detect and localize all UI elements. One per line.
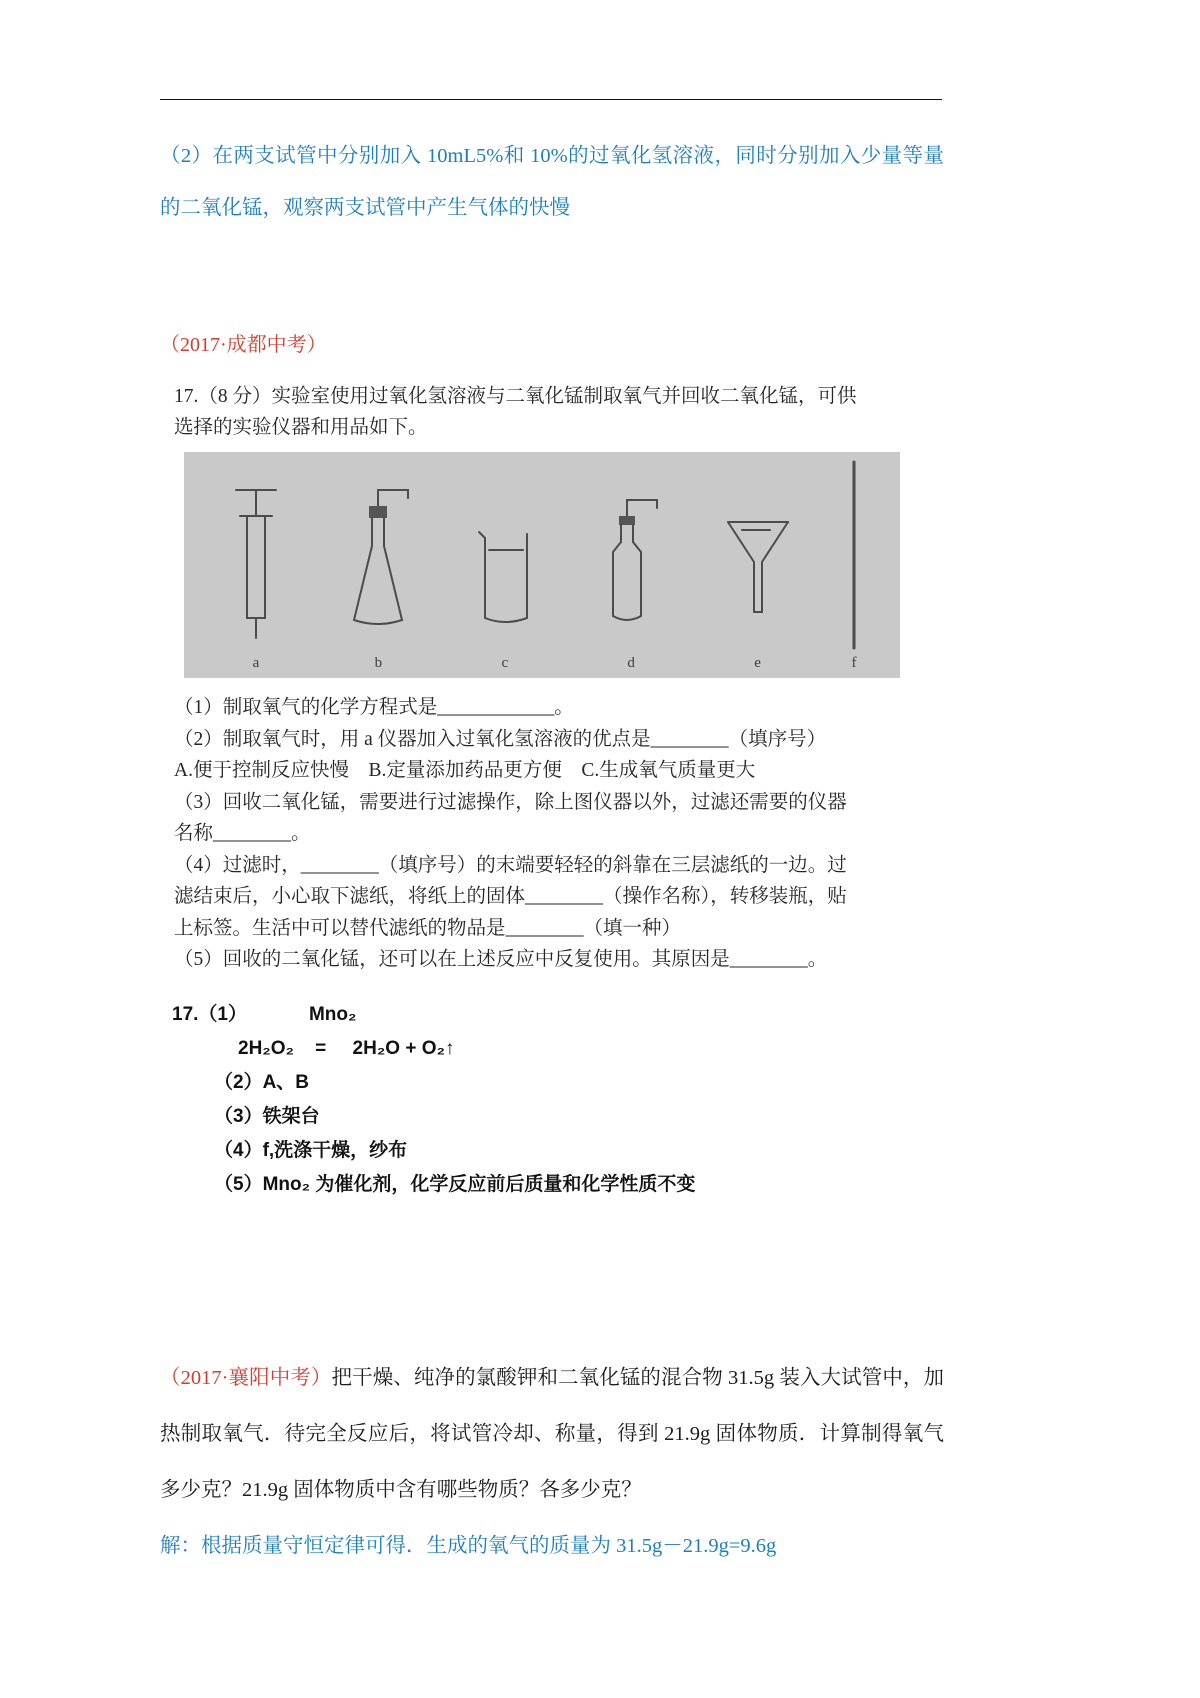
subquestion-5: （5）回收的二氧化锰，还可以在上述反应中反复使用。其原因是________。 bbox=[174, 949, 828, 970]
equipment-label-d: d bbox=[627, 655, 635, 671]
exam1-subquestions bbox=[174, 692, 936, 976]
equipment-figure bbox=[184, 452, 900, 678]
answer-4: （4）f,洗涤干燥，纱布 bbox=[214, 1139, 408, 1161]
equipment-funnel bbox=[708, 480, 808, 672]
equipment-bottle bbox=[581, 480, 681, 672]
equipment-label-f: f bbox=[851, 655, 857, 671]
page-content bbox=[160, 0, 950, 1574]
exam2-question bbox=[160, 1350, 944, 1518]
exam2-solution: 解：根据质量守恒定律可得．生成的氧气的质量为 31.5g－21.9g=9.6g bbox=[160, 1534, 777, 1557]
subquestion-3: （3）回收二氧化锰，需要进行过滤操作，除上图仪器以外，过滤还需要的仪器 bbox=[174, 791, 847, 813]
subquestion-2: （2）制取氧气时，用 a 仪器加入过氧化氢溶液的优点是________（填序号） bbox=[174, 728, 827, 750]
subquestion-4-cont2: 上标签。生活中可以替代滤纸的物品是________（填一种） bbox=[174, 917, 682, 939]
syringe-icon bbox=[210, 480, 302, 652]
equipment-glass-rod bbox=[834, 460, 874, 672]
answer-3: （3）铁架台 bbox=[214, 1105, 320, 1127]
answer-5: （5）Mno₂ 为催化剂，化学反应前后质量和化学性质不变 bbox=[214, 1173, 696, 1195]
answer-2: （2）A、B bbox=[214, 1071, 310, 1093]
flask-icon bbox=[328, 480, 428, 652]
top-divider bbox=[160, 99, 942, 100]
equipment-label-a: a bbox=[252, 655, 260, 671]
subquestion-1: （1）制取氧气的化学方程式是____________。 bbox=[174, 697, 574, 718]
intro-paragraph: （2）在两支试管中分别加入 10mL5%和 10%的过氧化氢溶液，同时分别加入少量等量的二氧化锰，观察两支试管中产生气体的快慢 bbox=[160, 145, 944, 219]
exam2-source: （2017·襄阳中考） bbox=[160, 1366, 332, 1389]
beaker-icon bbox=[455, 480, 555, 652]
glass-rod-icon bbox=[834, 460, 874, 652]
exam1-header-line2: 选择的实验仪器和用品如下。 bbox=[174, 417, 428, 438]
exam1-scan-block bbox=[174, 381, 936, 976]
subquestion-4: （4）过滤时，________（填序号）的末端要轻轻的斜靠在三层滤纸的一边。过 bbox=[174, 854, 847, 876]
answer-label: 17.（1） bbox=[172, 1003, 247, 1025]
subquestion-2-options: A.便于控制反应快慢 B.定量添加药品更方便 C.生成氧气质量更大 bbox=[174, 760, 756, 781]
equipment-label-c: c bbox=[501, 655, 509, 671]
equipment-beaker bbox=[455, 480, 555, 672]
exam1-answers bbox=[172, 998, 950, 1202]
exam1-question-header bbox=[174, 381, 936, 443]
answer-equation: 2H₂O₂ = 2H₂O + O₂↑ bbox=[238, 1037, 455, 1059]
bottle-icon bbox=[581, 480, 681, 652]
exam1-source: （2017·成都中考） bbox=[160, 334, 327, 356]
answer-line-1 bbox=[172, 998, 950, 1032]
equipment-syringe bbox=[210, 480, 302, 672]
equipment-flask bbox=[328, 480, 428, 672]
exam1-header-line1: 17.（8 分）实验室使用过氧化氢溶液与二氧化锰制取氧气并回收二氧化锰，可供 bbox=[174, 386, 857, 407]
equipment-label-e: e bbox=[754, 655, 761, 671]
subquestion-4-cont1: 滤结束后，小心取下滤纸，将纸上的固体________（操作名称），转移装瓶，贴 bbox=[174, 886, 847, 907]
answer-catalyst: Mno₂ bbox=[308, 1003, 357, 1025]
subquestion-3-cont: 名称________。 bbox=[174, 823, 311, 844]
equipment-label-b: b bbox=[374, 655, 383, 671]
funnel-icon bbox=[708, 480, 808, 652]
exam2-body: 把干燥、纯净的氯酸钾和二氧化锰的混合物 31.5g 装入大试管中，加热制取氧气．待完全反应后，将试管冷却、称量，得到 21.9g 固体物质．计算制得氧气多少克？21.9g 固体物质中含有哪些物质？各多少克？ bbox=[160, 1366, 945, 1501]
